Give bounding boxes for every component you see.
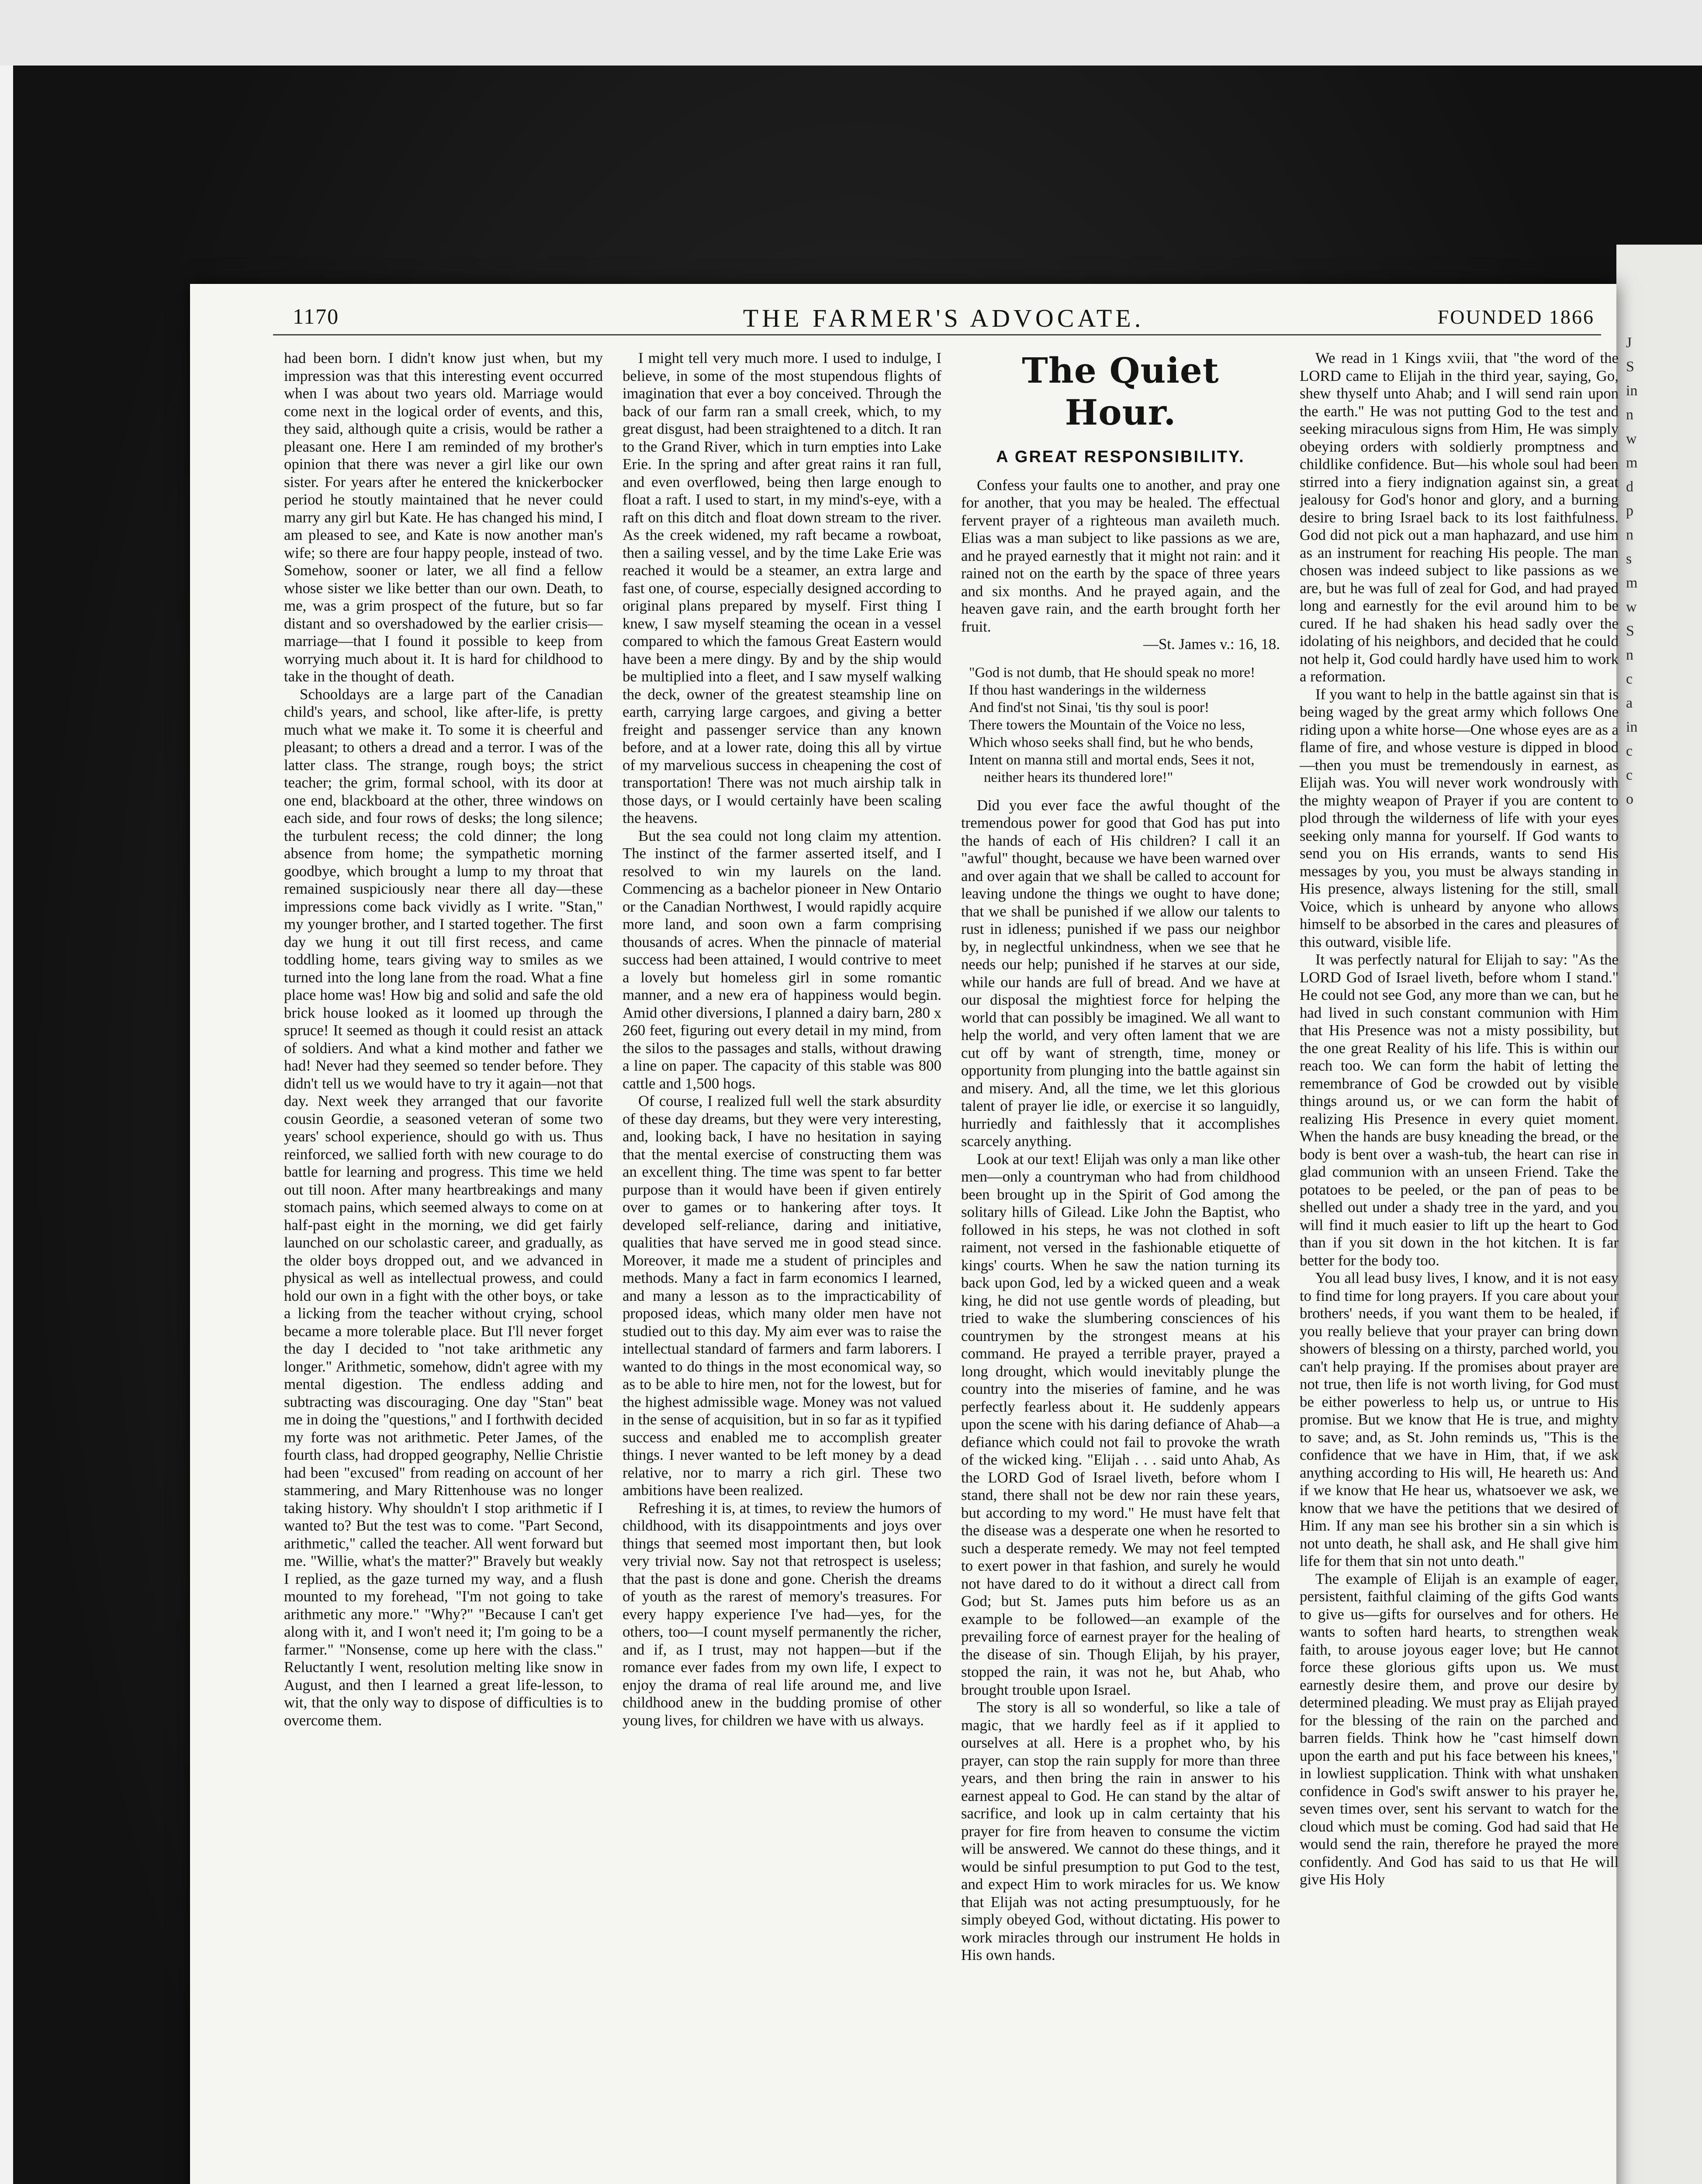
- paragraph: We read in 1 Kings xviii, that "the word of the LORD came to Elijah in the third year, saying, Go, shew thyself unto Ahab; and I will send rain upon the earth." He was not putting God to the test and seeking miraculous signs from Him, He was simply obeying orders with soldierly promptness and childlike confidence. But—his whole soul had been stirred into a fiery indignation against sin, a great jealousy for God's honor and glory, and a burning desire to bring Israel back to its lost faithfulness. God did not pick out a man haphazard, and use him as an instrument for reaching His people. The man chosen was indeed subject to like passions as we are, but he was full of zeal for God, and had prayed long and earnestly for the evil around him to be cured. If he had shaken his head sadly over the idolating of his neighbors, and decided that he could not help it, God could hardly have used him to work a reformation.: [1300, 349, 1619, 685]
- opposite-page-fragment: o: [1626, 791, 1633, 807]
- page-number: 1170: [293, 304, 339, 328]
- opposite-page-fragment: w: [1626, 599, 1637, 615]
- opposite-page-fragment: w: [1626, 431, 1637, 447]
- paragraph: You all lead busy lives, I know, and it is not easy to find time for long prayers. If you care about your brothers' needs, if you want them to be healed, if you really believe that your prayer can bring down showers of blessing on a thirsty, parched world, you can't help praying. If the promises about prayer are not true, then life is not worth living, for God must be either powerless to help us, or untrue to His promise. But we know that He is true, and mighty to save; and, as St. John reminds us, "This is the confidence that we have in Him, that, if we ask anything according to His will, He heareth us: And if we know that He hear us, whatsoever we ask, we know that we have the petitions that we desired of Him. If any man see his brother sin a sin which is not unto death, he shall ask, and He shall give him life for them that sin not unto death.": [1300, 1269, 1619, 1569]
- opposite-page-fragment: n: [1626, 527, 1633, 543]
- opposite-page-fragment: d: [1626, 479, 1633, 495]
- paragraph: The example of Elijah is an example of eager, persistent, faithful claiming of the gifts God wants to give us—gifts for ourselves and for others. He wants to soften hard hearts, to strengthen weak faith, to arouse joyous eager love; but He cannot force these glorious gifts upon us. We must earnestly desire them, and prove our desire by determined pleading. We must pray as Elijah prayed for the blessing of the rain on the parched and barren fields. Think how he "cast himself down upon the earth and put his face between his knees," in lowliest supplication. Think with what unshaken confidence in God's swift answer to his prayer he, seven times over, sent his servant to watch for the cloud which must be coming. God had said that He would send the rain, therefore he prayed the more confidently. And God has said to us that He will give His Holy: [1300, 1570, 1619, 1888]
- opposite-page-fragment: s: [1626, 551, 1632, 567]
- column-1: [284, 349, 603, 2184]
- column-4: [1300, 349, 1619, 2184]
- opposite-page-fragment: n: [1626, 407, 1633, 423]
- masthead: THE FARMER'S ADVOCATE.: [743, 304, 1145, 332]
- poem: [961, 664, 1280, 786]
- paragraph: If you want to help in the battle against sin that is being waged by the great army which follows One riding upon a white horse—One whose eyes are as a flame of fire, and whose vesture is dipped in blood—then you must be tremendously in earnest, as Elijah was. You will never work wondrously with the mighty weapon of Prayer if you are content to plod through the wilderness of life with your eyes seeking only manna for yourself. If God wants to send you on His errands, wants to send His messages by you, you must be always standing in His presence, always listening for the still, small Voice, which is unheard by anyone who allows himself to be absorbed in the cares and pleasures of this outward, visible life.: [1300, 685, 1619, 950]
- poem-line: Intent on manna still and mortal ends, Sees it not, neither hears its thundered lore!": [969, 752, 1255, 785]
- page-header: [293, 304, 1595, 334]
- paragraph: It was perfectly natural for Elijah to say: "As the LORD God of Israel liveth, before whom I stand." He could not see God, any more than we can, but he had lived in such constant communion with Him that His Presence was not a misty possibility, but the one great Reality of his life. This is within our reach too. We can form the habit of letting the remembrance of God be crowded out by visible things around us, or we can form the habit of realizing His Presence in every quiet moment. When the hands are busy kneading the bread, or the body is bent over a wash-tub, the heart can rise in glad communion with an unseen Friend. Take the potatoes to be peeled, or the pan of peas to be shelled out under a shady tree in the yard, and you will find it much easier to lift up the heart to God than if you sit down in the hot kitchen. It is far better for the body too.: [1300, 951, 1619, 1269]
- opposite-page-edge: [1616, 245, 1702, 2184]
- opposite-page-fragment: n: [1626, 647, 1633, 663]
- section-title: The Quiet Hour.: [1022, 350, 1219, 433]
- founded-note: FOUNDED 1866: [1437, 306, 1595, 328]
- poem-line: If thou hast wanderings in the wilderness: [969, 682, 1206, 698]
- opposite-page-fragment: J: [1626, 335, 1632, 351]
- poem-line: And find'st not Sinai, 'tis thy soul is poor!: [969, 699, 1209, 715]
- opposite-page-fragment: c: [1626, 743, 1633, 759]
- scanner-frame-left: [0, 66, 13, 2184]
- poem-line: "God is not dumb, that He should speak no more!: [969, 664, 1256, 681]
- opposite-page-fragment: m: [1626, 455, 1638, 471]
- opposite-page-fragment: c: [1626, 767, 1633, 783]
- paragraph: The story is all so wonderful, so like a tale of magic, that we hardly feel as if it applied to ourselves at all. Here is a prophet who, by his prayer, can stop the rain supply for more than three years, and then bring the rain in answer to his earnest appeal to God. He can stand by the altar of sacrifice, and look up in calm certainty that his prayer for fire from heaven to consume the victim will be answered. We cannot do these things, and it would be sinful presumption to put God to the test, and expect Him to work miracles for us. We know that Elijah was not acting presumptuously, for he simply obeyed God, without dictating. His power to work miracles through our instrument He holds in His own hands.: [961, 1699, 1280, 1963]
- opposite-page-fragment: S: [1626, 359, 1634, 375]
- scripture-citation: —St. James v.: 16, 18.: [1143, 636, 1280, 653]
- column-2: [623, 349, 941, 2184]
- paragraph: Schooldays are a large part of the Canadian child's years, and school, like after-life, is pretty much what we make it. To some it is cheerful and pleasant; to others a dread and a terror. I was of the latter class. The strange, rough boys; the strict teacher; the grim, formal school, with its door at one end, blackboard at the other, three windows on each side, and four rows of desks; the long silence; the turbulent recess; the cold dinner; the long absence from home; the sympathetic morning goodbye, which brought a lump to my throat that remained suspiciously near there all day—these impressions come back vividly as I write. "Stan," my younger brother, and I started together. The first day we hung it out till first recess, and came toddling home, tears giving way to smiles as we turned into the long lane from the road. What a fine place home was! How big and solid and safe the old brick house looked as it loomed up through the spruce! It seemed as though it could resist an attack of soldiers. And what a kind mother and father we had! Never had they seemed so tender before. They didn't tell us we would have to try it again—not that day. Next week they arranged that our favorite cousin Geordie, a seasoned veteran of some two years' school experience, should go with us. Thus reinforced, we sallied forth with new courage to do battle for learning and progress. This time we held out till noon. After many heartbreakings and many stomach pains, which seemed always to come on at half-past eight in the morning, we did get fairly launched on our scholastic career, and gradually, as the older boys dropped out, and we advanced in physical as well as intellectual prowess, and could hold our own in a fight with the other boys, or take a licking from the teacher without crying, school became a more tolerable place. But I'll never forget the day I decided to "not take arithmetic any longer." Arithmetic, somehow, didn't agree with my mental digestion. The endless adding and subtracting was discouraging. One day "Stan" beat me in doing the "questions," and I forthwith decided my forte was not arithmetic. Peter James, of the fourth class, had dropped geography, Nellie Christie had been "excused" from reading on account of her stammering, and Mary Rittenhouse was no longer taking history. Why shouldn't I stop arithmetic if I wanted to? But the test was to come. "Part Second, arithmetic," called the teacher. All went forward but me. "Willie, what's the matter?" Bravely but weakly I replied, as the gaze turned my way, and a flush mounted to my forehead, "I'm not going to take arithmetic any more." "Why?" "Because I can't get along with it, and I won't need it; I'm going to be a farmer." "Nonsense, come up here with the class." Reluctantly I went, resolution melting like snow in August, and then I learned a great life-lesson, to wit, that the only way to dispose of difficulties is to overcome them.: [284, 685, 603, 1729]
- opposite-page-fragment: in: [1626, 719, 1638, 735]
- opposite-page-fragment: a: [1626, 695, 1633, 711]
- opposite-page-fragment: S: [1626, 623, 1634, 639]
- opposite-page-fragment: c: [1626, 671, 1633, 687]
- poem-line: Which whoso seeks shall find, but he who bends,: [969, 734, 1253, 750]
- opposite-page-fragment: m: [1626, 575, 1638, 591]
- paragraph: Look at our text! Elijah was only a man like other men—only a countryman who had from childhood been brought up in the Spirit of God among the solitary hills of Gilead. Like John the Baptist, who followed in his steps, he was not clothed in soft raiment, not versed in the fashionable etiquette of kings' courts. When he saw the nation turning its back upon God, led by a wicked queen and a weak king, he did not use gentle words of pleading, but tried to wake the slumbering consciences of his countrymen by the strongest means at his command. He prayed a terrible prayer, prayed a long drought, which would inevitably plunge the country into the miseries of famine, and he was perfectly fearless about it. He suddenly appears upon the scene with his daring defiance of Ahab—a defiance which could not fail to provoke the wrath of the wicked king. "Elijah . . . said unto Ahab, As the LORD God of Israel liveth, before whom I stand, there shall not be dew nor rain these years, but according to my word." He must have felt that the disease was a desperate one when he resorted to such a desperate remedy. We may not feel tempted to exert power in that fashion, and surely he would not have dared to do it without a direct call from God; but St. James puts him before us as an example to be followed—an example of the prevailing force of earnest prayer for the healing of the disease of sin. Though Elijah, by his prayer, stopped the rain, it was not he, but Ahab, who brought trouble upon Israel.: [961, 1150, 1280, 1698]
- opposite-page-fragment: p: [1626, 503, 1633, 519]
- newspaper-page: [190, 284, 1619, 2184]
- paragraph: But the sea could not long claim my attention. The instinct of the farmer asserted itself, and I resolved to win my laurels on the land. Commencing as a bachelor pioneer in New Ontario or the Canadian Northwest, I would rapidly acquire more land, and soon own a farm comprising thousands of acres. When the pinnacle of material success had been attained, I would contrive to meet a lovely but homeless girl in some romantic manner, and a new era of happiness would begin. Amid other diversions, I planned a dairy barn, 280 x 260 feet, figuring out every detail in my mind, from the silos to the passages and stalls, without drawing a line on paper. The capacity of this stable was 800 cattle and 1,500 hogs.: [623, 827, 941, 1092]
- scripture-text: Confess your faults one to another, and pray one for another, that you may be healed. The effectual fervent prayer of a righteous man availeth much. Elias was a man subject to like passions as we are, and he prayed earnestly that it might not rain: and it rained not on the earth by the space of three years and six months. And he prayed again, and the heaven gave rain, and the earth brought forth her fruit.: [961, 476, 1280, 635]
- paragraph: Of course, I realized full well the stark absurdity of these day dreams, but they were very interesting, and, looking back, I have no hesitation in saying that the mental exercise of constructing them was an excellent thing. The time was spent to far better purpose than it would have been if given entirely over to games or to hankering after toys. It developed self-reliance, daring and initiative, qualities that have served me in good stead since. Moreover, it made me a student of principles and methods. Many a fact in farm economics I learned, and many a lesson as to the impracticability of proposed ideas, which many older men have not studied out to this day. My aim ever was to raise the intellectual standard of farmers and farm laborers. I wanted to do things in the most economical way, so as to be able to hire men, not for the lowest, but for the highest admissible wage. Money was not valued in the sense of acquisition, but in so far as it typified success and enabled me to accomplish greater things. I never wanted to be left money by a dead relative, nor to marry a rich girl. These two ambitions have been realized.: [623, 1092, 941, 1499]
- column-3: [961, 349, 1280, 2184]
- paragraph: Did you ever face the awful thought of the tremendous power for good that God has put into the hands of each of His children? I call it an "awful" thought, because we have been warned over and over again that we shall be called to account for leaving undone the things we ought to have done; that we shall be punished if we allow our talents to rust in idleness; punished if we pass our neighbor by, in neglectful unkindness, when we see that he needs our help; punished if he starves at our side, while our hands are full of bread. And we have at our disposal the mightiest force for helping the world that can possibly be imagined. We all want to help the world, and very often lament that we are cut off by want of strength, time, money or opportunity from plunging into the battle against sin and misery. And, all the time, we let this glorious talent of prayer lie idle, or exercise it so languidly, hurriedly and faithlessly that it accomplishes scarcely anything.: [961, 796, 1280, 1150]
- scanner-frame-top: [0, 0, 1702, 66]
- opposite-page-fragment: in: [1626, 383, 1638, 399]
- poem-line: There towers the Mountain of the Voice no less,: [969, 717, 1245, 733]
- paragraph: had been born. I didn't know just when, but my impression was that this interesting event occurred when I was about two years old. Marriage would come next in the logical order of events, and this, they said, although quite a crisis, would be rather a pleasant one. Here I am reminded of my brother's opinion that there was never a girl like our own sister. For years after he entered the knickerbocker period he stoutly maintained that he never could marry any girl but Kate. He has changed his mind, I am pleased to see, and Kate is now another man's wife; so there are four happy people, instead of two. Somehow, sooner or later, we all find a fellow whose sister we like better than our own. Death, to me, was a grim prospect of the future, but so far distant and so overshadowed by the earlier crisis—marriage—that I found it possible to keep from worrying much about it. It is hard for childhood to take in the thought of death.: [284, 349, 603, 685]
- paragraph: I might tell very much more. I used to indulge, I believe, in some of the most stupendous flights of imagination that ever a boy conceived. Through the back of our farm ran a small creek, which, to my great disgust, had been straightened to a ditch. It ran to the Grand River, which in turn empties into Lake Erie. In the spring and after great rains it ran full, and even overflowed, being then large enough to float a raft. I used to start, in my mind's-eye, with a raft on this ditch and float down stream to the river. As the creek widened, my raft became a rowboat, then a sailing vessel, and by the time Lake Erie was reached it would be a steamer, an extra large and fast one, of course, especially designed according to original plans prepared by myself. First thing I knew, I saw myself steaming the ocean in a vessel compared to which the famous Great Eastern would have been a mere dingy. By and by the ship would be multiplied into a fleet, and I saw myself walking the deck, owner of the greatest steamship line on earth, carrying large cargoes, and giving a better freight and passenger service than any known before, and at a lower rate, doing this all by virtue of my marvelious success in cheapening the cost of transportation! There was not much airship talk in those days, or I would certainly have been scaling the heavens.: [623, 349, 941, 826]
- article-title: A GREAT RESPONSIBILITY.: [996, 448, 1245, 466]
- paragraph: Refreshing it is, at times, to review the humors of childhood, with its disappointments and joys over things that seemed most important then, but look very trivial now. Say not that retrospect is useless; that the past is done and gone. Cherish the dreams of youth as the rarest of memory's treasures. For every happy experience I've had—yes, for the others, too—I count myself permanently the richer, and if, as I trust, may not happen—but if the romance ever fades from my own life, I expect to enjoy the drama of real life around me, and live childhood anew in the budding promise of other young lives, for children we have with us always.: [623, 1499, 941, 1729]
- header-rule: [273, 334, 1601, 335]
